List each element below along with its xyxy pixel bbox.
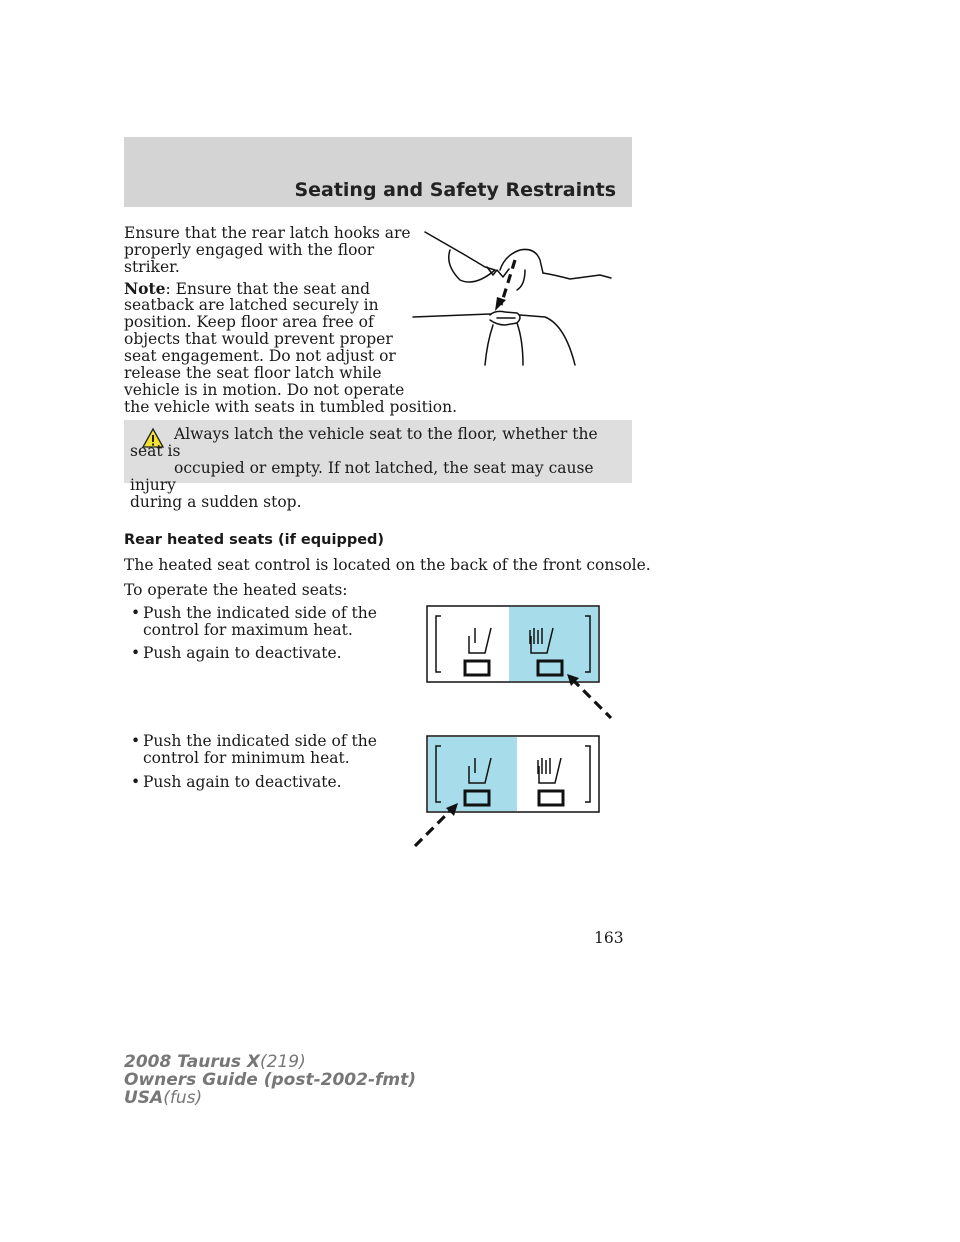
page-number: 163: [594, 929, 624, 947]
section-title: Rear heated seats (if equipped): [124, 532, 385, 548]
warning-line: during a sudden stop.: [130, 493, 302, 511]
section-header-title: Seating and Safety Restraints: [294, 179, 616, 201]
footer-code: (219): [260, 1052, 306, 1072]
note-line: : Ensure that the seat and: [165, 280, 371, 298]
bullet-item: [131, 644, 342, 662]
intro-line: properly engaged with the floor: [124, 241, 375, 259]
bullet-line: Push the indicated side of the: [143, 732, 377, 750]
bullet-line: Push again to deactivate.: [143, 644, 342, 662]
footer: [124, 1053, 416, 1107]
warning-line: Always latch the vehicle seat to the floor, whether the seat is: [130, 425, 598, 460]
seat-latch-illustration: [405, 225, 625, 365]
section-paragraph: To operate the heated seats:: [124, 581, 348, 599]
note-label: Note: [124, 279, 166, 298]
intro-line: Ensure that the rear latch hooks are: [124, 224, 411, 242]
intro-line: striker.: [124, 258, 180, 276]
note-line: vehicle is in motion. Do not operate: [124, 381, 405, 399]
note-line: position. Keep floor area free of: [124, 313, 374, 331]
note-line: seatback are latched securely in: [124, 296, 379, 314]
bullet-line: Push again to deactivate.: [143, 773, 342, 791]
bullet-dot: •: [131, 732, 141, 750]
footer-model: 2008 Taurus X: [124, 1052, 261, 1072]
heated-seat-control-min: [412, 736, 602, 851]
note-line: the vehicle with seats in tumbled position.: [124, 398, 458, 416]
bullet-item: [131, 604, 377, 639]
warning-text: [130, 426, 622, 511]
warning-line: occupied or empty. If not latched, the seat may cause injury: [130, 459, 594, 494]
bullet-dot: •: [131, 644, 141, 662]
bullet-line: Push the indicated side of the: [143, 604, 377, 622]
note-line: release the seat floor latch while: [124, 364, 382, 382]
footer-market-code: (fus): [163, 1088, 203, 1108]
bullet-item: [131, 773, 342, 791]
note-line: objects that would prevent proper: [124, 330, 393, 348]
bullet-line: control for minimum heat.: [143, 749, 350, 767]
warning-box: [124, 420, 632, 511]
bullet-dot: •: [131, 604, 141, 622]
heated-seat-control-max: [427, 606, 627, 726]
page-header: [124, 137, 632, 207]
footer-market: USA: [124, 1088, 164, 1108]
section-paragraph: The heated seat control is located on the back of the front console.: [124, 556, 651, 574]
footer-guide: Owners Guide (post-2002-fmt): [124, 1070, 417, 1090]
bullet-dot: •: [131, 773, 141, 791]
bullet-item: [131, 732, 377, 767]
note-line: seat engagement. Do not adjust or: [124, 347, 396, 365]
bullet-line: control for maximum heat.: [143, 621, 353, 639]
